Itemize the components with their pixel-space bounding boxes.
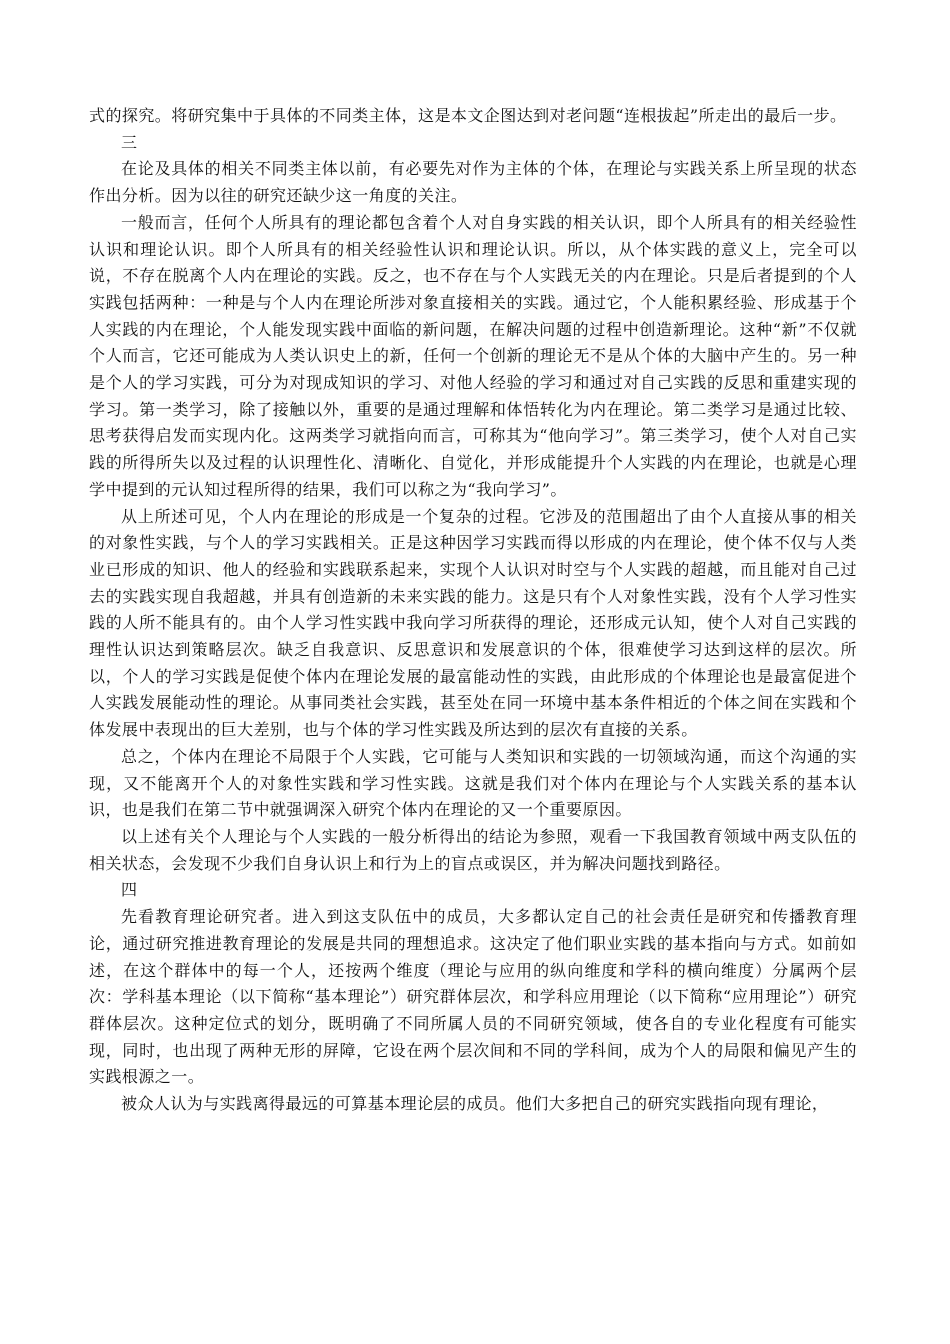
paragraph-reference: 以上述有关个人理论与个人实践的一般分析得出的结论为参照，观看一下我国教育领域中两支队伍的相关状态，会发现不少我们自身认识上和行为上的盲点或误区，并为解决问题找到路径。 — [89, 826, 857, 873]
section-heading-three: 三 — [121, 132, 138, 152]
paragraph-basic-theory: 被众人认为与实践离得最远的可算基本理论层的成员。他们大多把自己的研究实践指向现有理论， — [121, 1094, 829, 1114]
section-heading-four: 四 — [121, 880, 138, 900]
paragraph-general: 一般而言，任何个人所具有的理论都包含着个人对自身实践的相关认识，即个人所具有的相关经验性认识和理论认识。即个人所具有的相关经验性认识和理论认识。所以，从个体实践的意义上，完全可以说，不存在脱离个人内在理论的实践。反之，也不存在与个人实践无关的内在理论。只是后者提到的个人实践包括两种：一种是与个人内在理论所涉对象直接相关的实践。通过它，个人能积累经验、形成基于个人实践的内在理论，个人能发现实践中面临的新问题，在解决问题的过程中创造新理论。这种“新”不仅就个人而言，它还可能成为人类认识史上的新，任何一个创新的理论无不是从个体的大脑中产生的。另一种是个人的学习实践，可分为对现成知识的学习、对他人经验的学习和通过对自己实践的反思和重建实现的学习。第一类学习，除了接触以外，重要的是通过理解和体悟转化为内在理论。第二类学习是通过比较、思考获得启发而实现内化。这两类学习就指向而言，可称其为“他向学习”。第三类学习，使个人对自己实践的所得所失以及过程的认识理性化、清晰化、自觉化，并形成能提升个人实践的内在理论，也就是心理学中提到的元认知过程所得的结果，我们可以称之为“我向学习”。 — [89, 212, 857, 499]
document-page — [89, 103, 857, 1118]
paragraph-continuation: 式的探究。将研究集中于具体的不同类主体，这是本文企图达到对老问题“连根拔起”所走出的最后一步。 — [89, 106, 847, 125]
paragraph-summary: 总之，个体内在理论不局限于个人实践，它可能与人类知识和实践的一切领域沟通，而这个沟通的实现，又不能离开个人的对象性实践和学习性实践。这就是我们对个体内在理论与个人实践关系的基本认识，也是我们在第二节中就强调深入研究个体内在理论的又一个重要原因。 — [89, 746, 857, 820]
paragraph-researchers: 先看教育理论研究者。进入到这支队伍中的成员，大多都认定自己的社会责任是研究和传播教育理论，通过研究推进教育理论的发展是共同的理想追求。这决定了他们职业实践的基本指向与方式。如前如述，在这个群体中的每一个人，还按两个维度（理论与应用的纵向维度和学科的横向维度）分属两个层次：学科基本理论（以下简称“基本理论”）研究群体层次，和学科应用理论（以下简称“应用理论”）研究群体层次。这种定位式的划分，既明确了不同所属人员的不同研究领域，使各自的专业化程度有可能实现，同时，也出现了两种无形的屏障，它设在两个层次间和不同的学科间，成为个人的局限和偏见产生的实践根源之一。 — [89, 907, 857, 1087]
paragraph-intro: 在论及具体的相关不同类主体以前，有必要先对作为主体的个体，在理论与实践关系上所呈现的状态作出分析。因为以往的研究还缺少这一角度的关注。 — [89, 159, 857, 206]
paragraph-analysis: 从上所述可见，个人内在理论的形成是一个复杂的过程。它涉及的范围超出了由个人直接从事的相关的对象性实践，与个人的学习实践相关。正是这种因学习实践而得以形成的内在理论，使个体不仅与人类业已形成的知识、他人的经验和实践联系起来，实现个人认识对时空与个人实践的超越，而且能对自己过去的实践实现自我超越，并具有创造新的未来实践的能力。这是只有个人对象性实践，没有个人学习性实践的人所不能具有的。由个人学习性实践中我向学习所获得的理论，还形成元认知，使个人对自己实践的理性认识达到策略层次。缺乏自我意识、反思意识和发展意识的个体，很难使学习达到这样的层次。所以，个人的学习实践是促使个体内在理论发展的最富能动性的实践，由此形成的个体理论也是最富促进个人实践发展能动性的理论。从事同类社会实践，甚至处在同一环境中基本条件相近的个体之间在实践和个体发展中表现出的巨大差别，也与个体的学习性实践及所达到的层次有直接的关系。 — [89, 506, 857, 740]
